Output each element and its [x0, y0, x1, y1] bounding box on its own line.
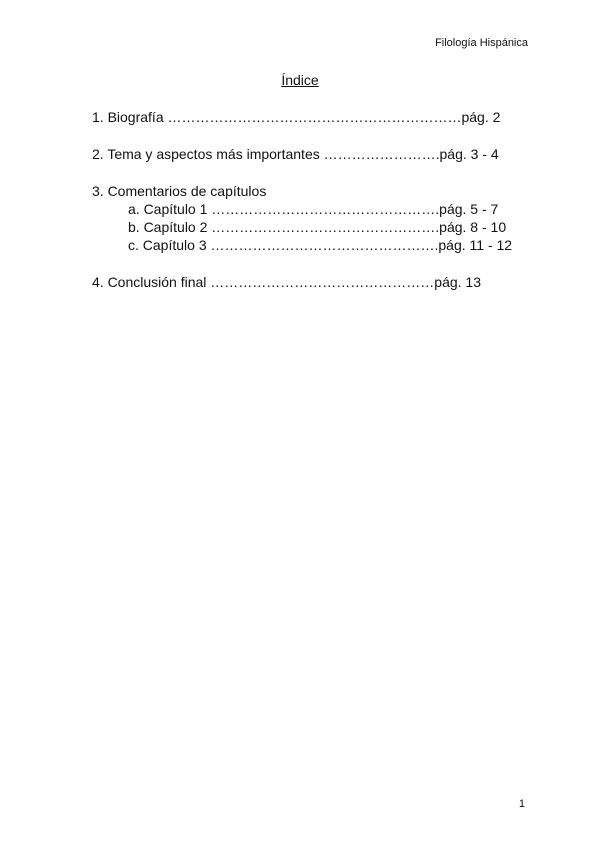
toc-entry-conclusion: 4. Conclusión final …………………………………………pág. 13: [92, 274, 481, 290]
toc-spacer: [92, 126, 512, 145]
table-of-contents: [92, 108, 512, 291]
page-title-text: Índice: [281, 72, 319, 88]
page-number: 1: [518, 798, 525, 810]
toc-subentry-capitulo-2: b. Capítulo 2 ………………………………………….pág. 8 - 10: [128, 219, 507, 235]
toc-spacer: [92, 254, 512, 273]
page-title: [0, 72, 600, 88]
toc-entry-comentarios: 3. Comentarios de capítulos: [92, 183, 267, 199]
toc-spacer: [92, 163, 512, 182]
toc-subentry-capitulo-3: c. Capítulo 3 ………………………………………….pág. 11 - 12: [128, 237, 513, 253]
toc-subentry-capitulo-1: a. Capítulo 1 ………………………………………….pág. 5 - 7: [128, 201, 499, 217]
toc-entry-tema: 2. Tema y aspectos más importantes …………………….pág. 3 - 4: [92, 146, 499, 162]
running-header: Filología Hispánica: [435, 37, 528, 49]
toc-entry-biografia: 1. Biografía ………………………………………………………pág. 2: [92, 109, 501, 125]
